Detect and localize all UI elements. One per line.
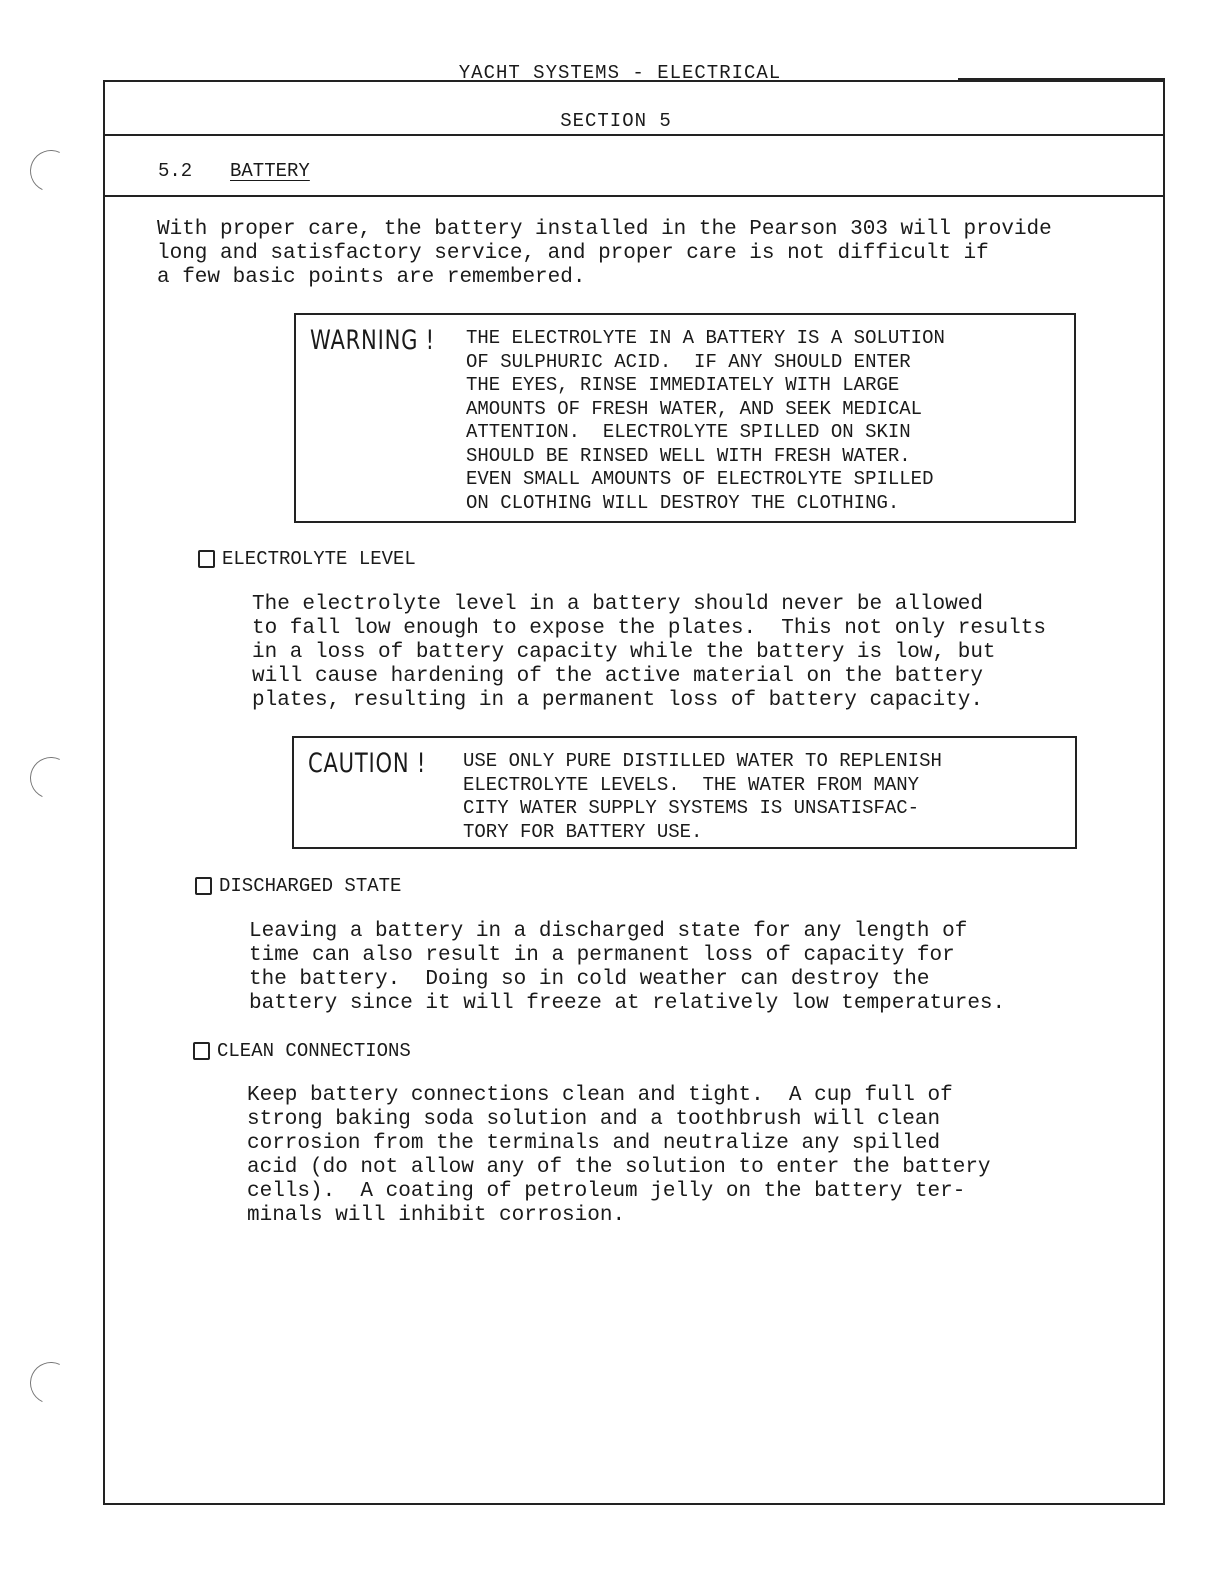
checkbox-icon[interactable] <box>193 1042 210 1060</box>
intro-paragraph: With proper care, the battery installed in the Pearson 303 will provide long and satisfactory service, and proper care is not difficult if a few basic points are remembered. <box>157 218 1052 289</box>
clean-connections-body: Keep battery connections clean and tight. A cup full of strong baking soda solution and a toothbrush will clean corrosion from the terminals and neutralize any spilled acid (do not allow any of the solution to enter the battery cells). A coating of petroleum jelly on the battery ter- minals will inhibit corrosion. <box>247 1084 991 1227</box>
discharged-state-body: Leaving a battery in a discharged state for any length of time can also result in a permanent loss of capacity for the battery. Doing so in cold weather can destroy the battery since it will freeze at relatively low temperatures. <box>249 920 1006 1015</box>
caution-tag: CAUTION ! <box>308 748 427 779</box>
electrolyte-level-body: The electrolyte level in a battery should never be allowed to fall low enough to expose the plates. This not only results in a loss of battery capacity while the battery is low, but will cause hardening of the active material on the battery plates, resulting in a permanent loss of battery capacity. <box>252 593 1046 712</box>
punch-hole-bottom <box>24 1356 78 1410</box>
caution-box <box>292 736 1077 849</box>
punch-hole-top <box>24 144 78 198</box>
caution-text: USE ONLY PURE DISTILLED WATER TO REPLENISH ELECTROLYTE LEVELS. THE WATER FROM MANY CITY WATER SUPPLY SYSTEMS IS UNSATISFAC- TORY FOR BATTERY USE. <box>463 750 942 843</box>
item-heading: ELECTROLYTE LEVEL <box>222 548 416 570</box>
warning-text: THE ELECTROLYTE IN A BATTERY IS A SOLUTION OF SULPHURIC ACID. IF ANY SHOULD ENTER THE EYES, RINSE IMMEDIATELY WITH LARGE AMOUNTS OF FRESH WATER, AND SEEK MEDICAL ATTENTION. ELECTROLYTE SPILLED ON SKIN SHOULD BE RINSED WELL WITH FRESH WATER. EVEN SMALL AMOUNTS OF ELECTROLYTE SPILLED ON CLOTHING WILL DESTROY THE CLOTHING. <box>466 327 945 514</box>
subhead-title: BATTERY <box>230 160 310 182</box>
electrolyte-level-heading <box>198 548 416 570</box>
item-heading: DISCHARGED STATE <box>219 875 402 897</box>
discharged-state-heading <box>195 875 401 897</box>
checkbox-icon[interactable] <box>198 550 215 568</box>
document-title: YACHT SYSTEMS - ELECTRICAL <box>458 62 782 84</box>
warning-box <box>294 313 1076 523</box>
clean-connections-heading <box>193 1040 411 1062</box>
punch-hole-middle <box>24 751 78 805</box>
checkbox-icon[interactable] <box>195 877 212 895</box>
warning-tag: WARNING ! <box>310 325 435 356</box>
subhead-number: 5.2 <box>158 160 193 182</box>
item-heading: CLEAN CONNECTIONS <box>217 1040 411 1062</box>
section-label: SECTION 5 <box>560 110 672 132</box>
